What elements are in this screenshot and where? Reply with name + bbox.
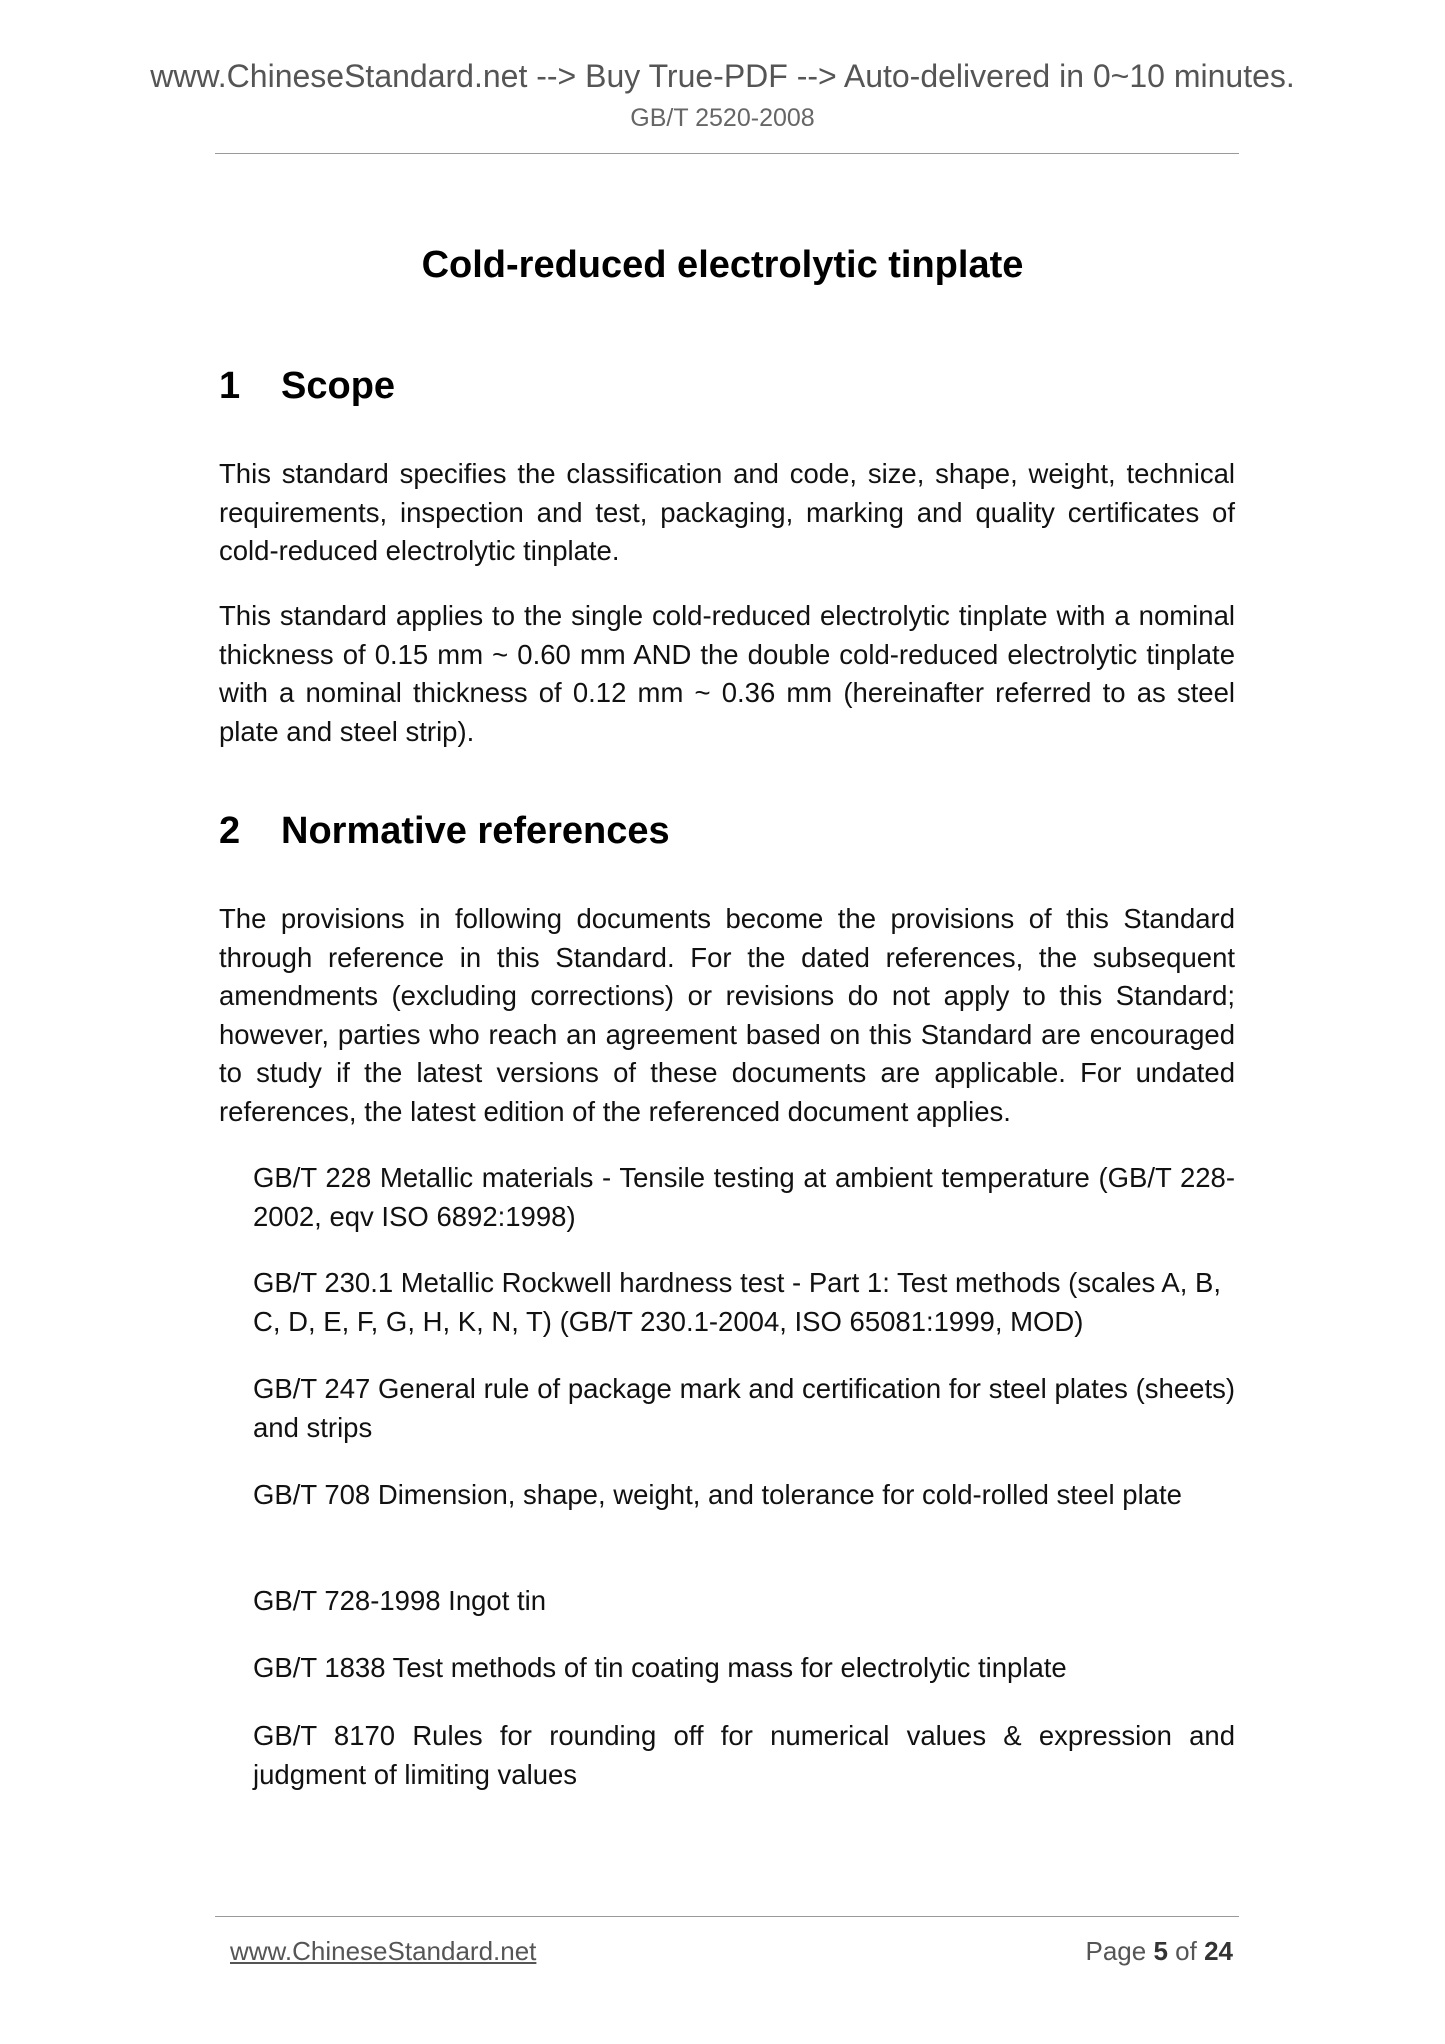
section-heading-scope [219, 365, 395, 408]
page-label: Page [1085, 1936, 1147, 1966]
reference-item: GB/T 8170 Rules for rounding off for numerical values & expression and judgment of limiting values [253, 1720, 1235, 1790]
reference-item: GB/T 228 Metallic materials - Tensile testing at ambient temperature (GB/T 228-2002, eqv ISO 6892:1998) [253, 1162, 1235, 1232]
references-intro-paragraph: The provisions in following documents become the provisions of this Standard through reference in this Standard. For the dated references, the subsequent amendments (excluding corrections) or revisions do not apply to this Standard; however, parties who reach an agreement based on this Standard are encouraged to study if the latest versions of these documents are applicable. For undated references, the latest edition of the referenced document applies. [219, 903, 1235, 1127]
section-title: Scope [281, 365, 396, 407]
page-indicator [1085, 1936, 1233, 1967]
section-heading-normative-references [219, 810, 670, 853]
section-number: 1 [219, 365, 241, 407]
standard-code: GB/T 2520-2008 [630, 104, 815, 132]
reference-item: GB/T 247 General rule of package mark and certification for steel plates (sheets) and strips [253, 1373, 1235, 1443]
document-title: Cold-reduced electrolytic tinplate [421, 244, 1024, 286]
scope-paragraph-1: This standard specifies the classification and code, size, shape, weight, technical requirements, inspection and test, packaging, marking and quality certificates of cold-reduced electrolytic tinplate. [219, 458, 1235, 566]
reference-item: GB/T 728-1998 Ingot tin [253, 1585, 547, 1616]
header-banner: www.ChineseStandard.net --> Buy True-PDF --> Auto-delivered in 0~10 minutes. [150, 58, 1295, 94]
reference-item: GB/T 708 Dimension, shape, weight, and tolerance for cold-rolled steel plate [253, 1479, 1182, 1510]
page-of: of [1175, 1936, 1197, 1966]
section-title: Normative references [281, 810, 670, 852]
header-divider [215, 153, 1239, 154]
reference-item: GB/T 230.1 Metallic Rockwell hardness test - Part 1: Test methods (scales A, B, C, D, E, F, G, H, K, N, T) (GB/T 230.1-2004, ISO 65081:1999, MOD) [253, 1267, 1222, 1337]
footer-website-link[interactable]: www.ChineseStandard.net [230, 1936, 537, 1966]
reference-item: GB/T 1838 Test methods of tin coating mass for electrolytic tinplate [253, 1652, 1067, 1683]
page-total: 24 [1204, 1936, 1233, 1966]
scope-paragraph-2: This standard applies to the single cold-reduced electrolytic tinplate with a nominal thickness of 0.15 mm ~ 0.60 mm AND the double cold-reduced electrolytic tinplate with a nominal thickness of 0.12 mm ~ 0.36 mm (hereinafter referred to as steel plate and steel strip). [219, 600, 1235, 747]
section-number: 2 [219, 810, 241, 852]
footer-divider [215, 1916, 1239, 1917]
page-current: 5 [1153, 1936, 1168, 1966]
